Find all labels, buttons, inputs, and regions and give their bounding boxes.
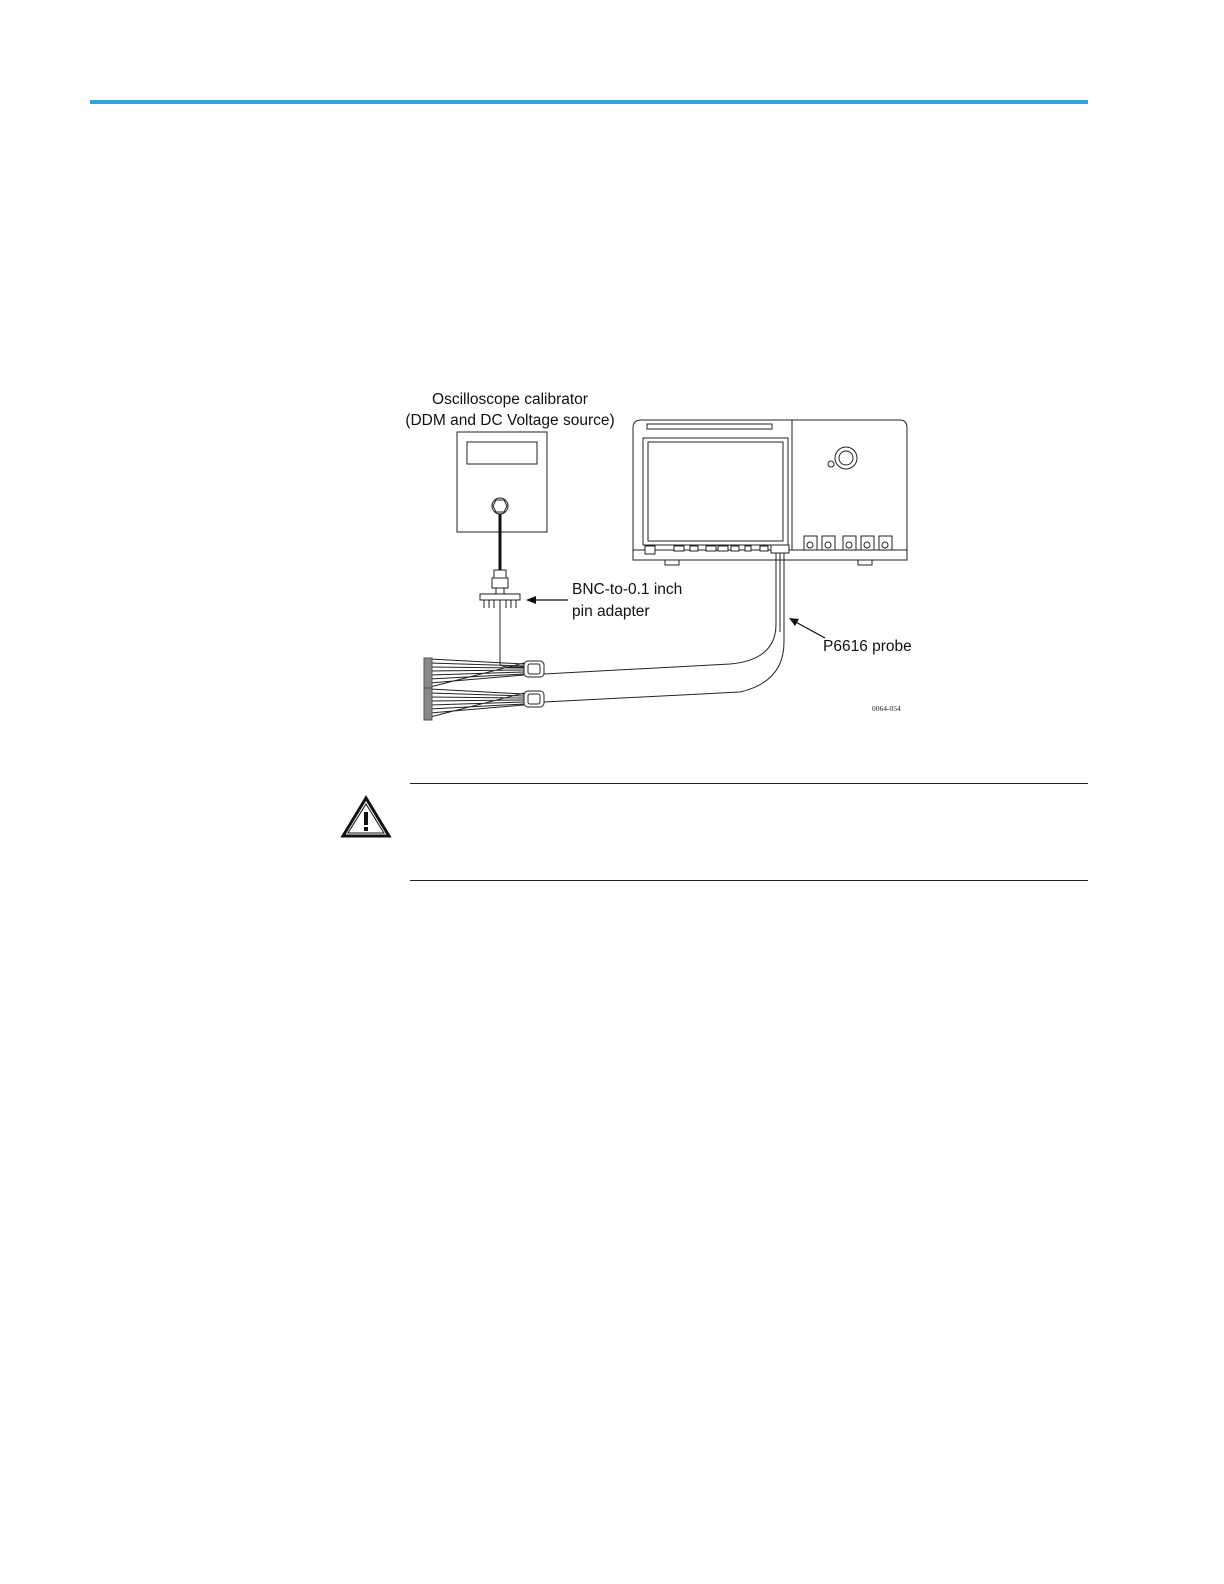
adapter-label-line1: BNC-to-0.1 inch [572,581,683,598]
oscilloscope [633,420,907,565]
probe-callout-arrow [789,618,825,638]
header-rule [90,100,1088,104]
probe-label: P6616 probe [823,638,912,655]
callout-rule-bottom [410,880,1088,881]
probe-cable [544,553,784,702]
calibrator-device [457,432,547,532]
equipment-setup-figure [400,380,940,730]
callout-rule-top [410,783,1088,784]
calibrator-label-line2: (DDM and DC Voltage source) [405,412,615,429]
warning-triangle-icon [340,795,392,839]
probe-pod-1 [424,658,544,690]
bnc-adapter [480,570,520,620]
adapter-callout-arrow [526,596,568,604]
figure-code: 0064-054 [872,704,901,713]
probe-pod-2 [424,688,544,720]
adapter-label-line2: pin adapter [572,603,650,620]
calibrator-label-line1: Oscilloscope calibrator [432,391,588,408]
